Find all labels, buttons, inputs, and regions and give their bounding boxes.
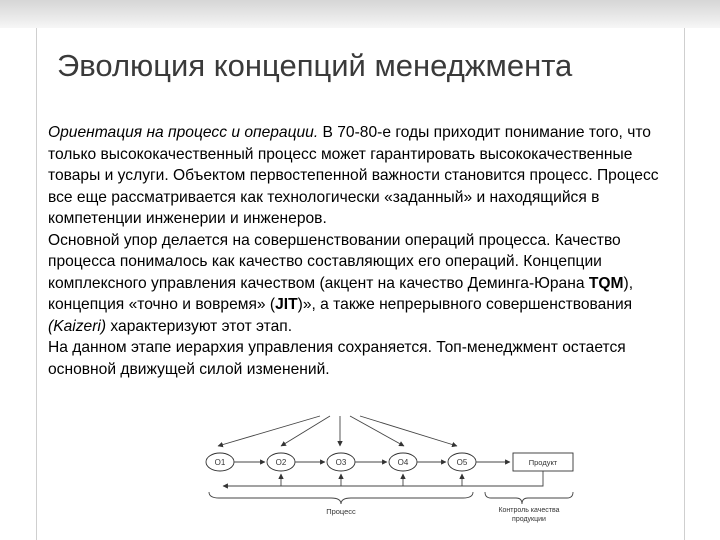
operation-label-5: O5 (456, 458, 468, 467)
slide-title: Эволюция концепций менеджмента (57, 48, 573, 83)
operation-label-2: O2 (275, 458, 287, 467)
product-box (513, 453, 573, 471)
kaizen-term: (Kaizeri) (48, 317, 107, 335)
process-brace (209, 492, 473, 504)
operation-o1 (206, 453, 234, 471)
top-arrow-4 (350, 416, 404, 446)
paragraph-text: ), концепция «точно и вовремя» ( (48, 274, 634, 313)
right-border-line (684, 28, 685, 540)
operation-o4 (389, 453, 417, 471)
feedback-lines (223, 471, 543, 486)
paragraph-process-orientation (48, 122, 684, 230)
jit-term: JIT (275, 296, 298, 313)
top-arrow-5 (360, 416, 457, 446)
paragraph-text: характеризуют этот этап. (106, 317, 293, 335)
paragraph-text: Основной упор делается на совершенствовании операций процесса. Качество процесса понималось как качество составляющих его операций. Концепции комплексного управления качеством (акцент на качество Деминга-Юрана (48, 231, 621, 292)
control-brace (485, 492, 573, 504)
operation-label-1: O1 (214, 458, 226, 467)
paragraph-text: )», а также непрерывного совершенствования (297, 296, 633, 313)
paragraph-heading: Ориентация на процесс и операции. (48, 124, 319, 141)
operation-o3 (327, 453, 355, 471)
tqm-term: TQM (588, 274, 624, 292)
process-label: Процесс (326, 507, 356, 516)
control-label-line2: продукции (512, 516, 546, 523)
paragraph-hierarchy (48, 337, 684, 380)
operation-o5 (448, 453, 476, 471)
feedback-line (223, 471, 543, 486)
operation-o2 (267, 453, 295, 471)
operation-label-4: O4 (397, 458, 409, 467)
paragraph-operations (48, 230, 684, 338)
top-band (0, 0, 720, 28)
process-diagram (195, 410, 585, 528)
operation-label-3: O3 (335, 458, 347, 467)
body-text (48, 122, 684, 380)
paragraph-text: На данном этапе иерархия управления сохраняется. Топ-менеджмент остается основной движущей силой изменений. (48, 339, 626, 378)
top-arrows (218, 416, 457, 446)
product-label: Продукт (528, 458, 558, 467)
paragraph-text: В 70-80-е годы приходит понимание того, что только высококачественный процесс может гарантировать высококачественные товары и услуги. Объектом первостепенной важности становится процесс. Процесс все еще рассматривается как технологически «заданный» и находящийся в компетенции инженерии и инженеров. (48, 124, 659, 227)
control-label-line1: Контроль качества (498, 507, 560, 514)
left-border-line (36, 28, 37, 540)
